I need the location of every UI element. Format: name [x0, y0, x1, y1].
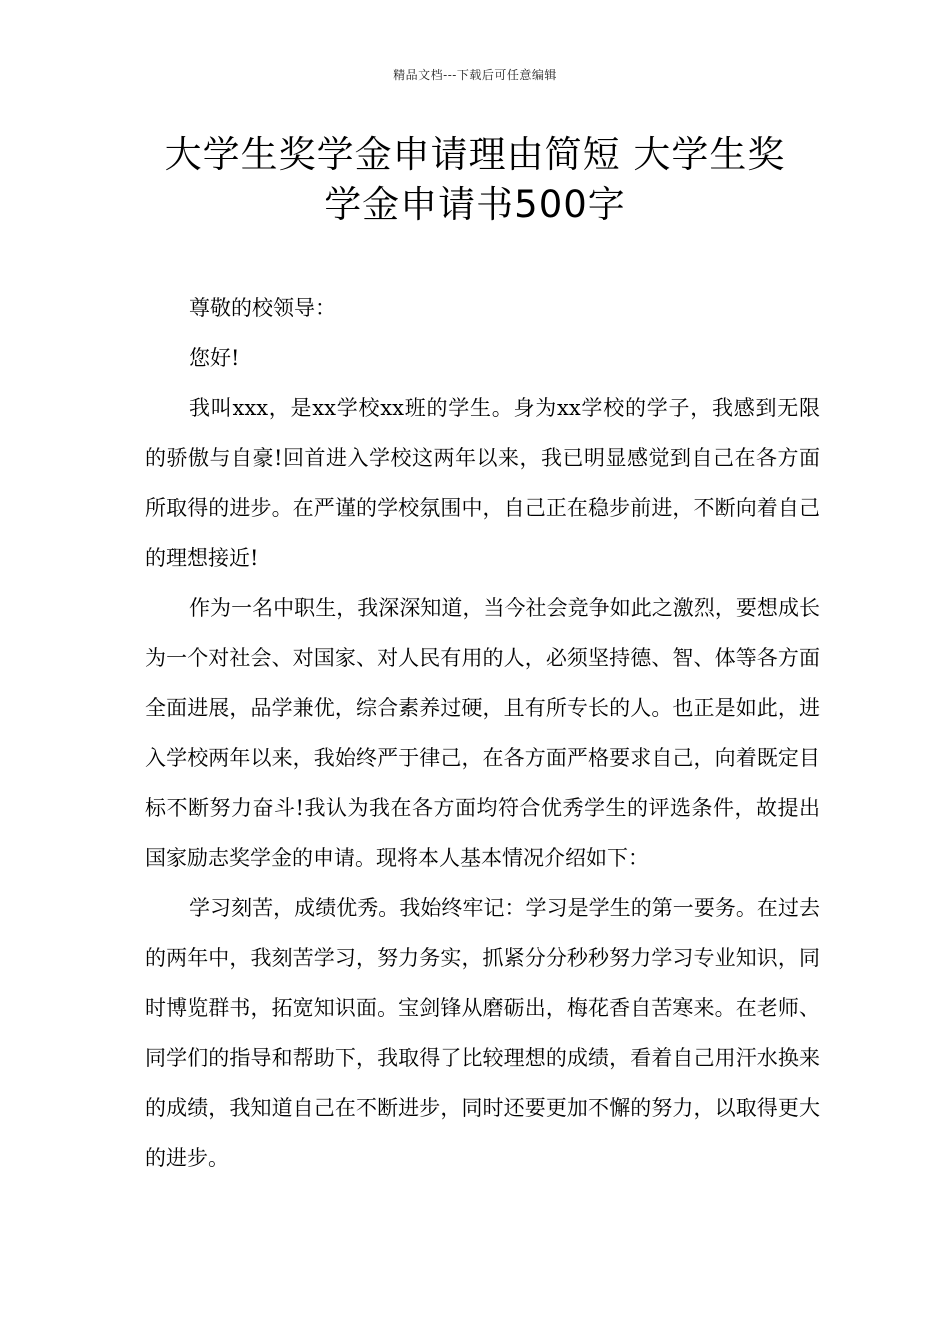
header-note: 精品文档---下载后可任意编辑 — [393, 68, 557, 82]
paragraph-goals: 作为一名中职生，我深深知道，当今社会竞争如此之激烈，要想成长为一个对社会、对国家、对人民有用的人，必须坚持德、智、体等各方面全面进展，品学兼优，综合素养过硬，且有所专长的人。也正是如此，进入学校两年以来，我始终严于律己，在各方面严格要求自己，向着既定目标不断努力奋斗!我认为我在各方面均符合优秀学生的评选条件，故提出国家励志奖学金的申请。现将本人基本情况介绍如下： — [145, 596, 820, 870]
title-line-1: 大学生奖学金申请理由简短 大学生奖 — [164, 133, 786, 176]
document-title — [120, 130, 830, 230]
paragraph-intro: 我叫xxx，是xx学校xx班的学生。身为xx学校的学子，我感到无限的骄傲与自豪!回首进入学校这两年以来，我已明显感觉到自己在各方面所取得的进步。在严谨的学校氛围中，自己正在稳步前进，不断向着自己的理想接近! — [145, 396, 820, 570]
document-body — [145, 283, 820, 1183]
paragraph-study: 学习刻苦，成绩优秀。我始终牢记：学习是学生的第一要务。在过去的两年中，我刻苦学习，努力务实，抓紧分分秒秒努力学习专业知识，同时博览群书，拓宽知识面。宝剑锋从磨砺出，梅花香自苦寒来。在老师、同学们的指导和帮助下，我取得了比较理想的成绩，看着自己用汗水换来的成绩，我知道自己在不断进步，同时还要更加不懈的努力，以取得更大的进步。 — [145, 896, 820, 1170]
salutation: 尊敬的校领导： — [189, 296, 336, 320]
title-line-2: 学金申请书500字 — [324, 183, 626, 226]
greeting: 您好! — [189, 346, 240, 370]
